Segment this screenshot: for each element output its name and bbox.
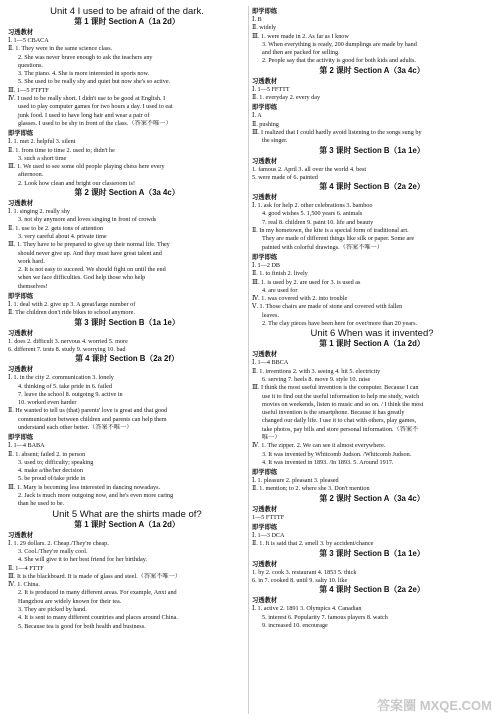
- section-label: 即学即练: [8, 130, 34, 138]
- answer-line: Ⅰ. 1. 29 dollars. 2. Cheap./They're cheap.: [8, 539, 109, 547]
- answer-line-indented: 4. It is sent to many different countries and places around China.: [18, 614, 178, 622]
- answer-line: Ⅱ. 1. inventions 2. with 3. seeing 4. hit 5. electricity: [252, 367, 381, 375]
- answer-line-indented: afternoon.: [18, 171, 44, 179]
- answer-line-indented: 9. increased 10. encourage: [262, 621, 328, 629]
- section-label: 习透教材: [252, 597, 278, 605]
- answer-line: Ⅳ. 1. China.: [8, 581, 40, 589]
- answer-line-indented: 5. She used to be really shy and quiet but now she's so active.: [18, 78, 171, 86]
- left-column: [8, 6, 246, 720]
- answer-line-indented: questions.: [18, 61, 43, 69]
- lesson-heading: 第 2 课时 Section A（3a 4c）: [74, 188, 180, 198]
- answer-line: Ⅲ. I think the most useful invention is the computer. Because I can: [252, 384, 419, 392]
- answer-line: Ⅱ. 1. They were in the same science class.: [8, 45, 113, 53]
- answer-line-indented: take photos, pay bills and store personal information.（答案不: [262, 425, 419, 433]
- section-label: 习透教材: [8, 200, 34, 208]
- answer-line-indented: 3. It was invented by Whitcomb Judson. /Whitcomb Judson.: [262, 450, 412, 458]
- answer-line: Ⅰ. 1—5 FFTTT: [252, 85, 290, 93]
- answer-line-indented: understand each other better.（答案不唯一）: [18, 423, 133, 431]
- answer-line-indented: themselves!: [18, 282, 48, 290]
- answer-line-indented: They are made of different things like silk or paper. Some are: [262, 235, 415, 243]
- answer-line-indented: and then are packed for selling.: [262, 49, 340, 57]
- answer-line-indented: the singer.: [262, 137, 288, 145]
- section-label: 习透教材: [8, 329, 34, 337]
- answer-line-indented: 4. are used for: [262, 286, 298, 294]
- answer-line: Ⅲ. It is the blackboard. It is made of glass and steel.（答案不唯一）: [8, 572, 181, 580]
- answer-line: Ⅱ. widely: [252, 24, 277, 32]
- section-label: 习透教材: [252, 194, 278, 202]
- answer-line-indented: leaves.: [262, 311, 280, 319]
- answer-line-indented: work hard.: [18, 257, 45, 265]
- section-label: 即学即练: [8, 293, 34, 301]
- answer-line-indented: 唯一）: [262, 433, 281, 441]
- answer-line: Ⅱ. 1. everyday 2. every day: [252, 94, 321, 102]
- section-label: 习透教材: [8, 29, 34, 36]
- lesson-heading: 第 4 课时 Section B（2a 2e）: [319, 585, 425, 595]
- section-label: 习透教材: [252, 505, 278, 513]
- section-label: 即学即练: [252, 253, 278, 261]
- answer-line-indented: 4. She will give it to her best friend for her birthday.: [18, 556, 147, 564]
- answer-line: Ⅱ. 1—4 FTTF: [8, 564, 44, 572]
- unit-title: Unit 5 What are the shirts made of?: [52, 508, 202, 520]
- answer-line: Ⅱ. 1. to finish 2. lively: [252, 270, 308, 278]
- answer-line-indented: 3. Cool./They're really cool.: [18, 547, 88, 555]
- answer-line: Ⅱ. pushing: [252, 120, 279, 128]
- section-label: 习透教材: [252, 77, 278, 85]
- lesson-heading: 第 3 课时 Section B（1a 1e）: [319, 548, 425, 558]
- answer-line: Ⅱ. He wanted to tell us (that) parents' love is great and that good: [8, 407, 168, 415]
- answer-line-indented: 7. leave the school 8. outgoing 9. active in: [18, 390, 123, 398]
- answer-line: Ⅰ. 1. active 2. 1891 3. Olympics 4. Canadian: [252, 605, 362, 613]
- answer-line: Ⅱ. 1. It is said that 2. smell 3. by accident/chance: [252, 540, 374, 548]
- answer-line: Ⅱ. 1. from time to time 2. used to; didn't he: [8, 146, 115, 154]
- answer-line-indented: 4. It was invented in 1893. /In 1893. 5. Around 1917.: [262, 458, 394, 466]
- answer-line: Ⅰ. 1—4 BBCA: [252, 359, 289, 367]
- answer-line: Ⅱ. 1. absent; failed 2. in person: [8, 450, 86, 458]
- answer-line-indented: 5. be proud of/take pride in: [18, 475, 86, 483]
- answer-line-indented: 3. The piano. 4. She is more interested in sports now.: [18, 70, 150, 78]
- answer-line-indented: 5. interest 6. Popularity 7. famous players 8. watch: [262, 613, 388, 621]
- answer-line-indented: 2. The clay pieces have been here for over/more than 20 years.: [262, 320, 418, 328]
- answer-line-indented: 2. It is produced in many different areas. For example, Anxi and: [18, 589, 177, 597]
- answer-line-indented: 3. When everything is ready, 200 dumplings are made by hand: [262, 40, 417, 48]
- section-label: 习透教材: [252, 351, 278, 359]
- answer-line: 6. different 7. tests 8. study 9. worrying 10. bad: [8, 345, 126, 353]
- lesson-heading: 第 1 课时 Section A（1a 2d）: [74, 17, 180, 26]
- section-label: 即学即练: [8, 434, 34, 442]
- section-label: 习透教材: [8, 366, 34, 374]
- answer-line: Ⅰ. 1. pleasure 2. pleasant 3. pleased: [252, 477, 339, 485]
- answer-line: Ⅳ. 1. was covered with 2. into trouble: [252, 295, 348, 303]
- answer-line: 1. famous 2. April 3. all over the world 4. best: [252, 165, 367, 173]
- section-label: 即学即练: [252, 469, 278, 477]
- right-column: [252, 6, 492, 720]
- answer-line-indented: 10. worked even harder: [18, 399, 77, 407]
- answer-line: Ⅲ. 1. were made in 2. As far as I know: [252, 32, 349, 40]
- answer-line: Ⅱ. In my hometown, the kite is a special form of traditional art.: [252, 227, 409, 235]
- section-label: 习透教材: [8, 531, 34, 539]
- answer-line-indented: 5. Because tea is good for both health and business.: [18, 622, 146, 630]
- answer-line-indented: 3. such a short time: [18, 154, 67, 162]
- answer-line-indented: use it to find out the useful information to help me study, watch: [262, 392, 420, 400]
- answer-line: Ⅰ. 1. ask for help 2. other celebrations 3. bamboo: [252, 202, 373, 210]
- answer-line-indented: 3. They are picked by hand.: [18, 606, 87, 614]
- answer-line-indented: when we face difficulties. God help those who help: [18, 274, 146, 282]
- watermark-logo: 答案圈 MXQE.COM: [377, 698, 492, 713]
- answer-line: 1. does 2. difficult 3. nervous 4. worried 5. more: [8, 337, 128, 345]
- answer-line-indented: 2. People say that the activity is good for both kids and adults.: [262, 57, 416, 65]
- section-label: 即学即练: [252, 8, 278, 15]
- answer-line: Ⅰ. 1—2 DB: [252, 261, 281, 269]
- answer-line-indented: 2. Look how clean and bright our classroom is!: [18, 179, 136, 187]
- answer-line-indented: useful invention is the smartphone. Because it has greatly: [262, 409, 405, 417]
- lesson-heading: 第 3 课时 Section B（1a 1e）: [319, 145, 425, 155]
- answer-line-indented: should never give up. And they must have great talent and: [18, 249, 162, 257]
- answer-line: Ⅲ. 1. is used by 2. are used for 3. is used as: [252, 278, 361, 286]
- answer-line: 5. were made of 6. painted: [252, 173, 318, 181]
- answer-line: Ⅴ. 1. Those chairs are made of stone and covered with fallen: [252, 303, 403, 311]
- answer-line-indented: 2. It is not easy to succeed. We should fight on until the end: [18, 266, 166, 274]
- answer-line-indented: 4. thinking of 5. take pride in 6. failed: [18, 382, 112, 390]
- lesson-heading: 第 2 课时 Section A（3a 4c）: [319, 65, 425, 75]
- column-divider: [248, 6, 249, 714]
- answer-line-indented: glasses. I used to be shy in front of the class.（答案不唯一）: [18, 119, 172, 127]
- lesson-heading: 第 4 课时 Section B（2a 2e）: [319, 182, 425, 192]
- answer-line: Ⅳ. 1. The zipper. 2. We can see it almost everywhere.: [252, 442, 386, 450]
- section-label: 习透教材: [252, 157, 278, 165]
- answer-line-indented: 7. real 8. children 9. paint 10. life and beauty: [262, 218, 374, 226]
- section-label: 即学即练: [252, 524, 278, 532]
- answer-line: Ⅲ. 1. We used to see some old people playing chess here every: [8, 163, 165, 171]
- answer-line: Ⅲ. 1. Mary is becoming less interested in dancing nowadays.: [8, 483, 161, 491]
- answer-line: Ⅰ. 1—3 DCA: [252, 532, 285, 540]
- answer-line-indented: 6. serving 7. heels 8. move 9. style 10. raise: [262, 375, 371, 383]
- lesson-heading: 第 4 课时 Section B（2a 2f）: [75, 354, 179, 364]
- answer-line: Ⅰ. 1—4 BABA: [8, 442, 45, 450]
- answer-line: 6. in 7. cooked 8. until 9. salty 10. like: [252, 576, 348, 584]
- unit-title: Unit 4 I used to be afraid of the dark.: [50, 6, 204, 17]
- answer-line-indented: movies on weekends, listen to music and so on. / I think the most: [262, 400, 424, 408]
- answer-line-indented: 3. not shy anymore and loves singing in front of crowds: [18, 216, 157, 224]
- answer-line: 1. by 2. cook 3. restaurant 4. 1853 5. thick: [252, 568, 357, 576]
- lesson-heading: 第 1 课时 Section A（1a 2d）: [74, 519, 180, 529]
- lesson-heading: 第 1 课时 Section A（1a 2d）: [319, 339, 425, 349]
- answer-line: Ⅲ. 1—5 FTFTF: [8, 86, 49, 94]
- answer-line-indented: junk food. I used to have long hair and wear a pair of: [18, 111, 150, 119]
- answer-line-indented: 2. She was never brave enough to ask the teachers any: [18, 53, 153, 61]
- answer-line: Ⅰ. 1—5 CBACA: [8, 37, 49, 44]
- answer-line-indented: used to play computer games for two hours a day. I used to eat: [18, 103, 173, 111]
- answer-line-indented: 4. make a/the/her decision: [18, 467, 83, 475]
- answer-line: Ⅲ. I realized that I could hardly avoid listening to the songs sung by: [252, 128, 422, 136]
- answer-line-indented: 3. used to; difficulty; speaking: [18, 458, 94, 466]
- answer-line-indented: painted with colorful drawings.（答案不唯一）: [262, 243, 383, 251]
- answer-line: 1—5 FTTTF: [252, 513, 285, 521]
- answer-line: Ⅰ. 1. deal with 2. give up 3. A great/large number of: [8, 301, 136, 309]
- lesson-heading: 第 3 课时 Section B（1a 1e）: [74, 317, 180, 327]
- answer-line: Ⅱ. 1. use to be 2. gets tons of attention: [8, 224, 103, 232]
- answer-line: Ⅰ. B: [252, 16, 262, 23]
- answer-line: Ⅱ. 1. mention; to 2. where she 3. Don't mention: [252, 485, 370, 493]
- unit-title: Unit 6 When was it invented?: [310, 328, 434, 340]
- section-label: 习透教材: [252, 560, 278, 568]
- answer-line-indented: 2. Jack is much more outgoing now, and he's even more caring: [18, 492, 174, 500]
- answer-line: Ⅲ. 1. They have to be prepared to give up their normal life. They: [8, 241, 170, 249]
- answer-line: Ⅰ. 1. met 2. helpful 3. silent: [8, 138, 76, 146]
- answer-line-indented: 4. good wishes 5. 1,500 years 6. animals: [262, 210, 363, 218]
- answer-line: Ⅱ. The children don't ride bikes to school anymore.: [8, 309, 135, 317]
- section-label: 即学即练: [252, 104, 278, 112]
- answer-line: Ⅰ. 1. in the city 2. communication 3. lonely: [8, 374, 114, 382]
- answer-line-indented: communication between children and parents can help them: [18, 415, 167, 423]
- answer-line: Ⅳ. I used to be really short. I didn't use to be good at English. I: [8, 95, 166, 103]
- lesson-heading: 第 2 课时 Section A（3a 4c）: [319, 493, 425, 503]
- answer-line-indented: Hangzhou are widely known for their tea.: [18, 597, 122, 605]
- answer-line: Ⅰ. A: [252, 112, 262, 120]
- answer-line-indented: changed our daily life. I use it to chat with others, play games,: [262, 417, 417, 425]
- answer-line: Ⅰ. 1. singing 2. really shy: [8, 208, 70, 216]
- answer-line-indented: 3. very careful about 4. private time: [18, 232, 107, 240]
- answer-line-indented: than he used to be.: [18, 500, 65, 508]
